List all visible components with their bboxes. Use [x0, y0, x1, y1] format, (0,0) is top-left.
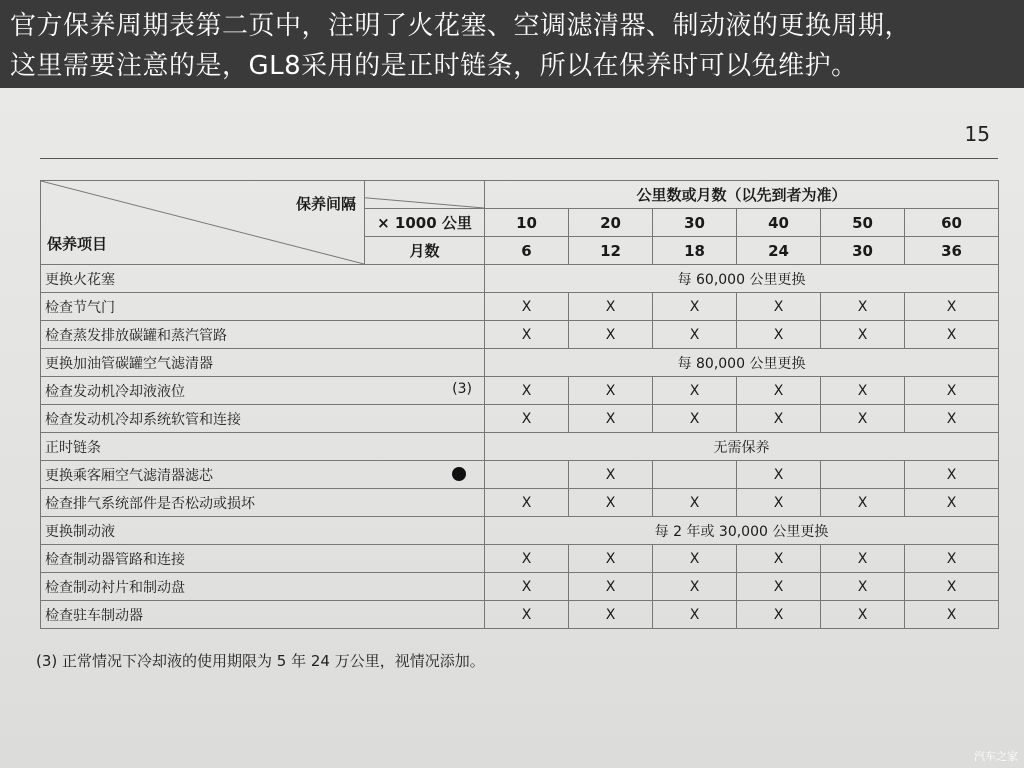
check-mark: X — [737, 545, 821, 573]
item-cell — [41, 405, 485, 433]
check-mark: X — [569, 321, 653, 349]
check-mark: X — [485, 321, 569, 349]
check-mark: X — [905, 293, 999, 321]
table-row — [41, 517, 999, 545]
check-mark: X — [569, 293, 653, 321]
page-number: 15 — [964, 122, 990, 146]
item-name: 检查驻车制动器 — [45, 607, 143, 624]
check-mark: X — [821, 601, 905, 629]
check-mark: X — [569, 573, 653, 601]
check-mark: X — [569, 489, 653, 517]
check-mark — [485, 461, 569, 489]
check-mark: X — [737, 293, 821, 321]
table-row — [41, 461, 999, 489]
check-mark: X — [569, 405, 653, 433]
header-diagonal-cont — [365, 181, 485, 209]
item-cell — [41, 265, 485, 293]
check-mark — [653, 461, 737, 489]
check-mark: X — [653, 573, 737, 601]
km-value: 50 — [821, 209, 905, 237]
check-mark: X — [653, 321, 737, 349]
check-mark: X — [485, 573, 569, 601]
month-value: 6 — [485, 237, 569, 265]
table-row — [41, 405, 999, 433]
item-name: 更换加油管碳罐空气滤清器 — [45, 355, 213, 372]
item-cell — [41, 321, 485, 349]
item-cell — [41, 349, 485, 377]
check-mark: X — [821, 489, 905, 517]
km-value: 40 — [737, 209, 821, 237]
item-label: 保养项目 — [47, 235, 108, 253]
caption-banner — [0, 0, 1024, 88]
check-mark: X — [485, 377, 569, 405]
check-mark: X — [821, 321, 905, 349]
month-value: 30 — [821, 237, 905, 265]
km-value: 30 — [653, 209, 737, 237]
check-mark: X — [737, 489, 821, 517]
table-row — [41, 321, 999, 349]
caption-line-1: 官方保养周期表第二页中，注明了火花塞、空调滤清器、制动液的更换周期， — [10, 11, 912, 41]
check-mark: X — [905, 573, 999, 601]
interval-note: 每 2 年或 30,000 公里更换 — [485, 517, 999, 545]
check-mark: X — [569, 461, 653, 489]
interval-note: 每 80,000 公里更换 — [485, 349, 999, 377]
check-mark: X — [485, 293, 569, 321]
km-label: × 1000 公里 — [365, 209, 485, 237]
km-value: 10 — [485, 209, 569, 237]
check-mark: X — [905, 377, 999, 405]
km-value: 20 — [569, 209, 653, 237]
check-mark: X — [821, 405, 905, 433]
table-row — [41, 573, 999, 601]
month-label: 月数 — [365, 237, 485, 265]
check-mark: X — [653, 405, 737, 433]
item-name: 检查节气门 — [45, 299, 115, 316]
item-cell — [41, 573, 485, 601]
check-mark: X — [737, 321, 821, 349]
check-mark — [821, 461, 905, 489]
item-name: 检查制动衬片和制动盘 — [45, 579, 185, 596]
check-mark: X — [737, 601, 821, 629]
footnote: (3) 正常情况下冷却液的使用期限为 5 年 24 万公里，视情况添加。 — [36, 652, 485, 670]
item-name: 更换火花塞 — [45, 271, 115, 288]
table-row — [41, 601, 999, 629]
span-header: 公里数或月数（以先到者为准） — [485, 181, 999, 209]
check-mark: X — [485, 601, 569, 629]
check-mark: X — [905, 461, 999, 489]
table-row — [41, 293, 999, 321]
table-row — [41, 545, 999, 573]
check-mark: X — [653, 601, 737, 629]
table-row — [41, 433, 999, 461]
item-name: 检查发动机冷却系统软管和连接 — [45, 411, 241, 428]
check-mark: X — [821, 545, 905, 573]
km-value: 60 — [905, 209, 999, 237]
check-mark: X — [653, 545, 737, 573]
check-mark: X — [737, 377, 821, 405]
interval-note: 无需保养 — [485, 433, 999, 461]
month-value: 36 — [905, 237, 999, 265]
table-row — [41, 377, 999, 405]
month-value: 12 — [569, 237, 653, 265]
header-diagonal-cell — [41, 181, 365, 265]
item-name: 正时链条 — [45, 439, 101, 456]
check-mark: X — [485, 489, 569, 517]
check-mark: X — [653, 377, 737, 405]
month-value: 24 — [737, 237, 821, 265]
check-mark: X — [737, 405, 821, 433]
item-name: 检查蒸发排放碳罐和蒸汽管路 — [45, 327, 227, 344]
watermark: 汽车之家 — [974, 750, 1018, 763]
check-mark: X — [905, 601, 999, 629]
check-mark: X — [905, 405, 999, 433]
table-row — [41, 265, 999, 293]
bullet-icon — [452, 467, 466, 481]
item-name: 更换制动液 — [45, 523, 115, 540]
item-name: 检查排气系统部件是否松动或损坏 — [45, 495, 255, 512]
item-cell — [41, 517, 485, 545]
check-mark: X — [905, 545, 999, 573]
check-mark: X — [821, 293, 905, 321]
check-mark: X — [905, 489, 999, 517]
check-mark: X — [569, 545, 653, 573]
check-mark: X — [737, 461, 821, 489]
interval-label: 保养间隔 — [295, 195, 356, 213]
check-mark: X — [737, 573, 821, 601]
check-mark: X — [485, 405, 569, 433]
check-mark: X — [485, 545, 569, 573]
check-mark: X — [821, 377, 905, 405]
item-name: 检查制动器管路和连接 — [45, 551, 185, 568]
item-cell — [41, 545, 485, 573]
check-mark: X — [569, 377, 653, 405]
check-mark: X — [569, 601, 653, 629]
maintenance-schedule-table — [40, 180, 999, 629]
item-cell — [41, 461, 485, 489]
item-cell — [41, 293, 485, 321]
table-row — [41, 489, 999, 517]
item-cell — [41, 601, 485, 629]
item-cell — [41, 433, 485, 461]
item-cell — [41, 377, 485, 405]
check-mark: X — [653, 489, 737, 517]
interval-note: 每 60,000 公里更换 — [485, 265, 999, 293]
check-mark: X — [905, 321, 999, 349]
header-rule — [40, 158, 998, 159]
footnote-ref: (3) — [452, 380, 472, 397]
caption-line-2: 这里需要注意的是，GL8采用的是正时链条，所以在保养时可以免维护。 — [10, 51, 858, 81]
month-value: 18 — [653, 237, 737, 265]
table-row — [41, 349, 999, 377]
item-cell — [41, 489, 485, 517]
check-mark: X — [653, 293, 737, 321]
check-mark: X — [821, 573, 905, 601]
item-name: 更换乘客厢空气滤清器滤芯 — [45, 467, 213, 484]
item-name: 检查发动机冷却液液位 — [45, 383, 185, 400]
